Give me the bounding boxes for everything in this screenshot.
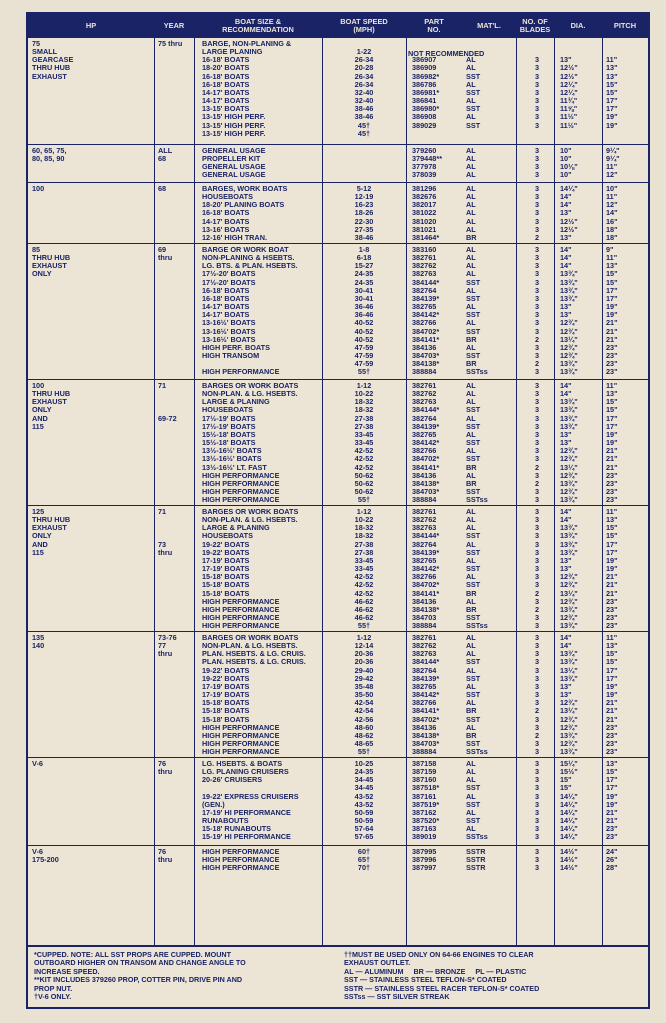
blades-cell: 3 3 3 3 3 3 3 3 3 — [534, 55, 540, 130]
hp-cell: 100 THRU HUB EXHAUST ONLY AND 115 — [32, 381, 71, 431]
material-cell: AL AL AL AL — [466, 146, 476, 180]
footnote-line: **KIT INCLUDES 379260 PROP, COTTER PIN, DRIVE PIN AND — [34, 975, 243, 985]
part-cell: 386907 386909 386982* 386786 386981* 386841 386980* 386908 389029 — [412, 55, 440, 130]
material-cell: AL AL AL SST AL SST AL SST AL SST BR AL BR SST SSTss — [466, 507, 488, 631]
table-section — [28, 380, 648, 506]
legend-line: SST — STAINLESS STEEL TEFLON-S* COATED — [344, 975, 507, 985]
blades-cell: 3 3 3 3 3 3 3 3 3 2 3 3 2 3 3 — [534, 633, 540, 757]
recommendation-cell: BARGES, WORK BOATS HOUSEBOATS 18-20' PLANING BOATS 16-18' BOATS 14-17' BOATS 13-16' BOATS 12-16' HIGH TRAN. — [202, 184, 288, 242]
part-cell: 387158 387159 387160 387518* 387161 387519* 387162 387520* 387163 389019 — [412, 759, 440, 842]
blades-cell: 3 3 3 3 3 3 3 3 3 3 2 3 2 3 3 — [534, 507, 540, 631]
hp-cell: 85 THRU HUB EXHAUST ONLY — [32, 245, 71, 279]
table-section — [28, 38, 648, 145]
year-cell: 76 thru — [158, 847, 173, 865]
hp-cell: V-6 175-200 — [32, 847, 59, 865]
material-cell: AL AL SST AL SST AL SST AL SST — [466, 55, 481, 130]
blades-cell: 3 3 3 3 3 3 2 — [534, 184, 540, 242]
header-year: YEAR — [163, 21, 185, 30]
year-cell: ALL 68 — [158, 146, 173, 164]
recommendation-cell: HIGH PERFORMANCE HIGH PERFORMANCE HIGH PERFORMANCE — [202, 847, 280, 873]
header-part: PART NO. — [424, 17, 444, 34]
material-cell: AL AL AL SST AL SST AL SST AL SSTss — [466, 759, 488, 842]
blades-cell: 3 3 3 — [534, 847, 540, 873]
speed-cell: 5-12 12-19 16-23 18-26 22-30 27-35 38-46 — [354, 184, 374, 242]
pitch-cell: 11" 13" 15" 15" 17" 17" 19" 19" 21" 21" 21" 23" 23" 23" 23" — [606, 381, 618, 505]
header-recommendation: BOAT SIZE & RECOMMENDATION — [222, 17, 294, 34]
blades-cell: 3 3 3 3 — [534, 146, 540, 180]
material-cell: SSTR SSTR SSTR — [466, 847, 486, 873]
header-speed: BOAT SPEED (MPH) — [340, 17, 388, 34]
footnote-line: ††MUST BE USED ONLY ON 64-66 ENGINES TO CLEAR — [344, 950, 534, 959]
header-hp: HP — [85, 21, 97, 30]
part-cell: 382761 382762 382763 384144* 382764 384139* 382765 384142* 382766 384702* 384141* 384136 384138* 384703* 388884 — [412, 381, 440, 505]
material-cell: AL AL AL AL SST AL SST AL SST AL SST BR AL SST BR SSTss — [466, 245, 488, 377]
year-cell: 75 thru — [158, 39, 183, 48]
hp-cell: 60, 65, 75, 80, 85, 90 — [32, 146, 67, 164]
pitch-cell: 11" 13" 15" 15" 17" 17" 19" 19" 21" 21" 21" 23" 23" 23" 23" — [606, 633, 618, 757]
pitch-cell: 10" 11" 12" 14" 16" 18" 18" — [606, 184, 618, 242]
year-cell: 69 thru — [158, 245, 173, 263]
legend-line: SSTss — SST SILVER STREAK — [344, 992, 450, 1002]
dia-cell: 14¼" 14" 14" 13" 12½" 12½" 13" — [560, 184, 578, 242]
legend-line: SSTR — STAINLESS STEEL RACER TEFLON-S* COATED — [344, 983, 540, 993]
header-material: MAT'L. — [477, 21, 501, 30]
part-cell: 387995 387996 387997 — [412, 847, 437, 873]
hp-cell: 100 — [32, 184, 45, 193]
pitch-cell: 11" 13" 15" 15" 17" 17" 19" 19" 21" 21" 21" 23" 23" 23" 23" — [606, 507, 618, 631]
recommendation-cell: BARGE, NON-PLANING & LARGE PLANING 16-18' BOATS 18-20' BOATS 16-18' BOATS 16-18' BOATS 14-17' BOATS 14-17' BOATS 13-15' BOATS 13-15' HIGH PERF. 13-15' HIGH PERF. 13-15' HIGH PERF. — [202, 39, 292, 138]
part-cell: 383160 382761 382762 382763 384144* 382764 384139* 382765 384142* 382766 384702* 384141* 384136 384703* 384138* 388884 — [412, 245, 440, 377]
blades-cell: 3 3 3 3 3 3 3 3 3 3 3 2 3 3 2 3 — [534, 245, 540, 377]
footnote-line: †V-6 ONLY. — [34, 992, 72, 1002]
footnote-line: OUTBOARD HIGHER ON TRANSOM AND CHANGE ANGLE TO — [34, 958, 246, 968]
speed-cell: 60† 65† 70† — [357, 847, 371, 873]
year-cell: 71 73 thru — [158, 507, 173, 557]
dia-cell: 14" 14" 14" 13¾" 13¾" 13¾" 13¾" 13" 13" 12¾" 12¾" 13¼" 12¾" 12¾" 13¾" 13¾" — [560, 245, 578, 377]
pitch-cell: 11" 13" 13" 15" 15" 17" 17" 19" 19" — [606, 55, 618, 130]
year-cell: 73-76 77 thru — [158, 633, 177, 659]
header-blades: NO. OF BLADES — [519, 17, 551, 34]
recommendation-cell: BARGES OR WORK BOATS NON-PLAN. & LG. HSEBTS. LARGE & PLANING HOUSEBOATS 19-22' BOATS 19-22' BOATS 17-19' BOATS 17-19' BOATS 15-18' BOATS 15-18' BOATS 15-18' BOATS HIGH PERFORMANCE HIGH PERFORMANCE HIGH PERFORMANCE HIGH PERFORMANCE — [202, 507, 299, 631]
footnote-line: *CUPPED. NOTE: ALL SST PROPS ARE CUPPED. MOUNT — [34, 950, 232, 959]
table-section — [28, 506, 648, 632]
recommendation-cell: BARGES OR WORK BOATS NON-PLAN. & LG. HSEBTS. PLAN. HSEBTS. & LG. CRUIS. PLAN. HSEBTS. & LG. CRUIS. 19-22' BOATS 19-22' BOATS 17-19' BOATS 17-19' BOATS 15-18' BOATS 15-18' BOATS 15-18' BOATS HIGH PERFORMANCE HIGH PERFORMANCE HIGH PERFORMANCE HIGH PERFORMANCE — [202, 633, 306, 757]
footnote-line: PROP NUT. — [34, 983, 73, 993]
propeller-chart — [26, 12, 650, 1009]
table-section — [28, 244, 648, 380]
footnotes-right — [344, 951, 644, 1001]
dia-cell: 14" 14" 13¾" 13¾" 13¼" 13¾" 13" 13" 12¾" 13¼" 12¾" 12¾" 13¾" 12¾" 13¾" — [560, 633, 578, 757]
table-section — [28, 758, 648, 846]
speed-cell: 1-12 10-22 18-32 18-32 27-38 27-38 33-45 33-45 42-52 42-52 42-52 50-62 50-62 50-62 55† — [354, 381, 374, 505]
pitch-cell: 13" 15" 17" 17" 19" 19" 21" 21" 23" 23" — [606, 759, 618, 842]
table-body — [28, 38, 648, 945]
dia-cell: 15¼" 15½" 15" 15" 14¼" 14¼" 14¼" 14¼" 14¼" 14¼" — [560, 759, 578, 842]
speed-cell: 1-8 6-18 15-27 24-35 24-35 30-41 30-41 36-46 36-46 40-52 40-52 40-52 47-59 47-59 47-59 55† — [354, 245, 374, 377]
part-cell: 382761 382762 382763 384144* 382764 384139* 382765 384142* 382766 384141* 384702* 384136 384138* 384703* 388884 — [412, 633, 440, 757]
dia-cell: 14" 14" 13¾" 13¾" 13¾" 13¾" 13" 13" 12¾" 12¾" 13¼" 12¾" 13¾" 12¾" 13¾" — [560, 507, 578, 631]
recommendation-cell: BARGES OR WORK BOATS NON-PLAN. & LG. HSEBTS. LARGE & PLANING HOUSEBOATS 17½-19' BOATS 17½-19' BOATS 15½-18' BOATS 15½-18' BOATS 13½-16½' BOATS 13½-16½' BOATS 13½-16½' LT. FAST HIGH PERFORMANCE HIGH PERFORMANCE HIGH PERFORMANCE HIGH PERFORMANCE — [202, 381, 299, 505]
header-pitch: PITCH — [613, 21, 637, 30]
legend-line: AL — ALUMINUM BR — BRONZE PL — PLASTIC — [344, 966, 527, 976]
footnotes-left — [34, 951, 334, 1001]
pitch-cell: 24" 26" 28" — [606, 847, 618, 873]
blades-cell: 3 3 3 3 3 3 3 3 3 3 2 3 2 3 3 — [534, 381, 540, 505]
part-cell: 381296 382676 382017 381022 381020 381021 381464* — [412, 184, 440, 242]
footnote-line: INCREASE SPEED. — [34, 966, 100, 976]
table-section — [28, 846, 648, 945]
dia-cell: 14½" 14½" 14½" — [560, 847, 578, 873]
hp-cell: V-6 — [32, 759, 43, 768]
speed-cell: 1-12 12-14 20-36 20-36 29-40 29-42 35-48 35-50 42-54 42-54 42-56 48-60 48-62 48-65 55† — [354, 633, 374, 757]
table-section — [28, 632, 648, 758]
part-cell: 382761 382762 382763 384144* 382764 384139* 382765 384142* 382766 384702* 384141* 384136 384138* 384703 388884 — [412, 507, 440, 631]
year-cell: 76 thru — [158, 759, 173, 777]
footnotes — [28, 945, 648, 1009]
year-cell: 71 69-72 — [158, 381, 177, 423]
part-cell: 379260 379448** 377978 378039 — [412, 146, 443, 180]
speed-cell: 10-25 24-35 34-45 34-45 43-52 43-52 50-59 50-59 57-64 57-65 — [354, 759, 374, 842]
recommendation-cell: BARGE OR WORK BOAT NON-PLANING & HSEBTS. LG. BTS. & PLAN. HSEBTS. 17½-20' BOATS 17½-20' BOATS 16-18' BOATS 16-18' BOATS 14-17' BOATS 14-17' BOATS 13-16½' BOATS 13-16½' BOATS 13-16½' BOATS HIGH PERF. BOATS HIGH TRANSOM HIGH PERFORMANCE — [202, 245, 298, 377]
table-header — [28, 14, 648, 38]
header-dia: DIA. — [570, 21, 586, 30]
pitch-cell: 9" 11" 13" 15" 15" 17" 17" 19" 19" 21" 21" 21" 23" 23" 23" 23" — [606, 245, 618, 377]
not-recommended-label: NOT RECOMMENDED — [408, 49, 485, 58]
footnote-line: EXHAUST OUTLET. — [344, 958, 411, 968]
material-cell: AL AL AL SST AL SST AL SST AL SST BR AL BR SST SSTss — [466, 381, 488, 505]
speed-cell: 1-12 10-22 18-32 18-32 27-38 27-38 33-45 33-45 42-52 42-52 42-52 46-62 46-62 46-62 55† — [354, 507, 374, 631]
pitch-cell: 9¼" 9¼" 11" 12" — [606, 146, 620, 180]
blades-cell: 3 3 3 3 3 3 3 3 3 3 — [534, 759, 540, 842]
hp-cell: 135 140 — [32, 633, 45, 651]
table-section — [28, 145, 648, 183]
table-section — [28, 183, 648, 244]
year-cell: 68 — [158, 184, 167, 193]
speed-cell: 1-22 26-34 20-28 26-34 26-34 32-40 32-40 38-46 38-46 45† 45† — [354, 47, 374, 138]
material-cell: AL AL AL SST AL SST AL SST AL BR SST AL BR SST SSTss — [466, 633, 488, 757]
dia-cell: 10" 10" 10⅛" 10" — [560, 146, 578, 180]
recommendation-cell: LG. HSEBTS. & BOATS LG. PLANING CRUISERS 20-26' CRUISERS 19-22' EXPRESS CRUISERS (GEN.) 17-19' HI PERFORMANCE RUNABOUTS 15-18' RUNABOUTS 15-19' HI PERFORMANCE — [202, 759, 299, 842]
dia-cell: 13" 12½" 12½" 12¼" 12¼" 11¾" 11⅝" 11½" 11½" — [560, 55, 578, 130]
hp-cell: 75 SMALL GEARCASE THRU HUB EXHAUST — [32, 39, 74, 81]
material-cell: AL AL AL AL AL AL BR — [466, 184, 477, 242]
recommendation-cell: GENERAL USAGE PROPELLER KIT GENERAL USAGE GENERAL USAGE — [202, 146, 266, 180]
dia-cell: 14" 14" 13¾" 13¾" 13¾" 13¾" 13" 13" 12¾" 12¾" 13¼" 12¾" 13¾" 12¾" 13¾" — [560, 381, 578, 505]
hp-cell: 125 THRU HUB EXHAUST ONLY AND 115 — [32, 507, 71, 557]
